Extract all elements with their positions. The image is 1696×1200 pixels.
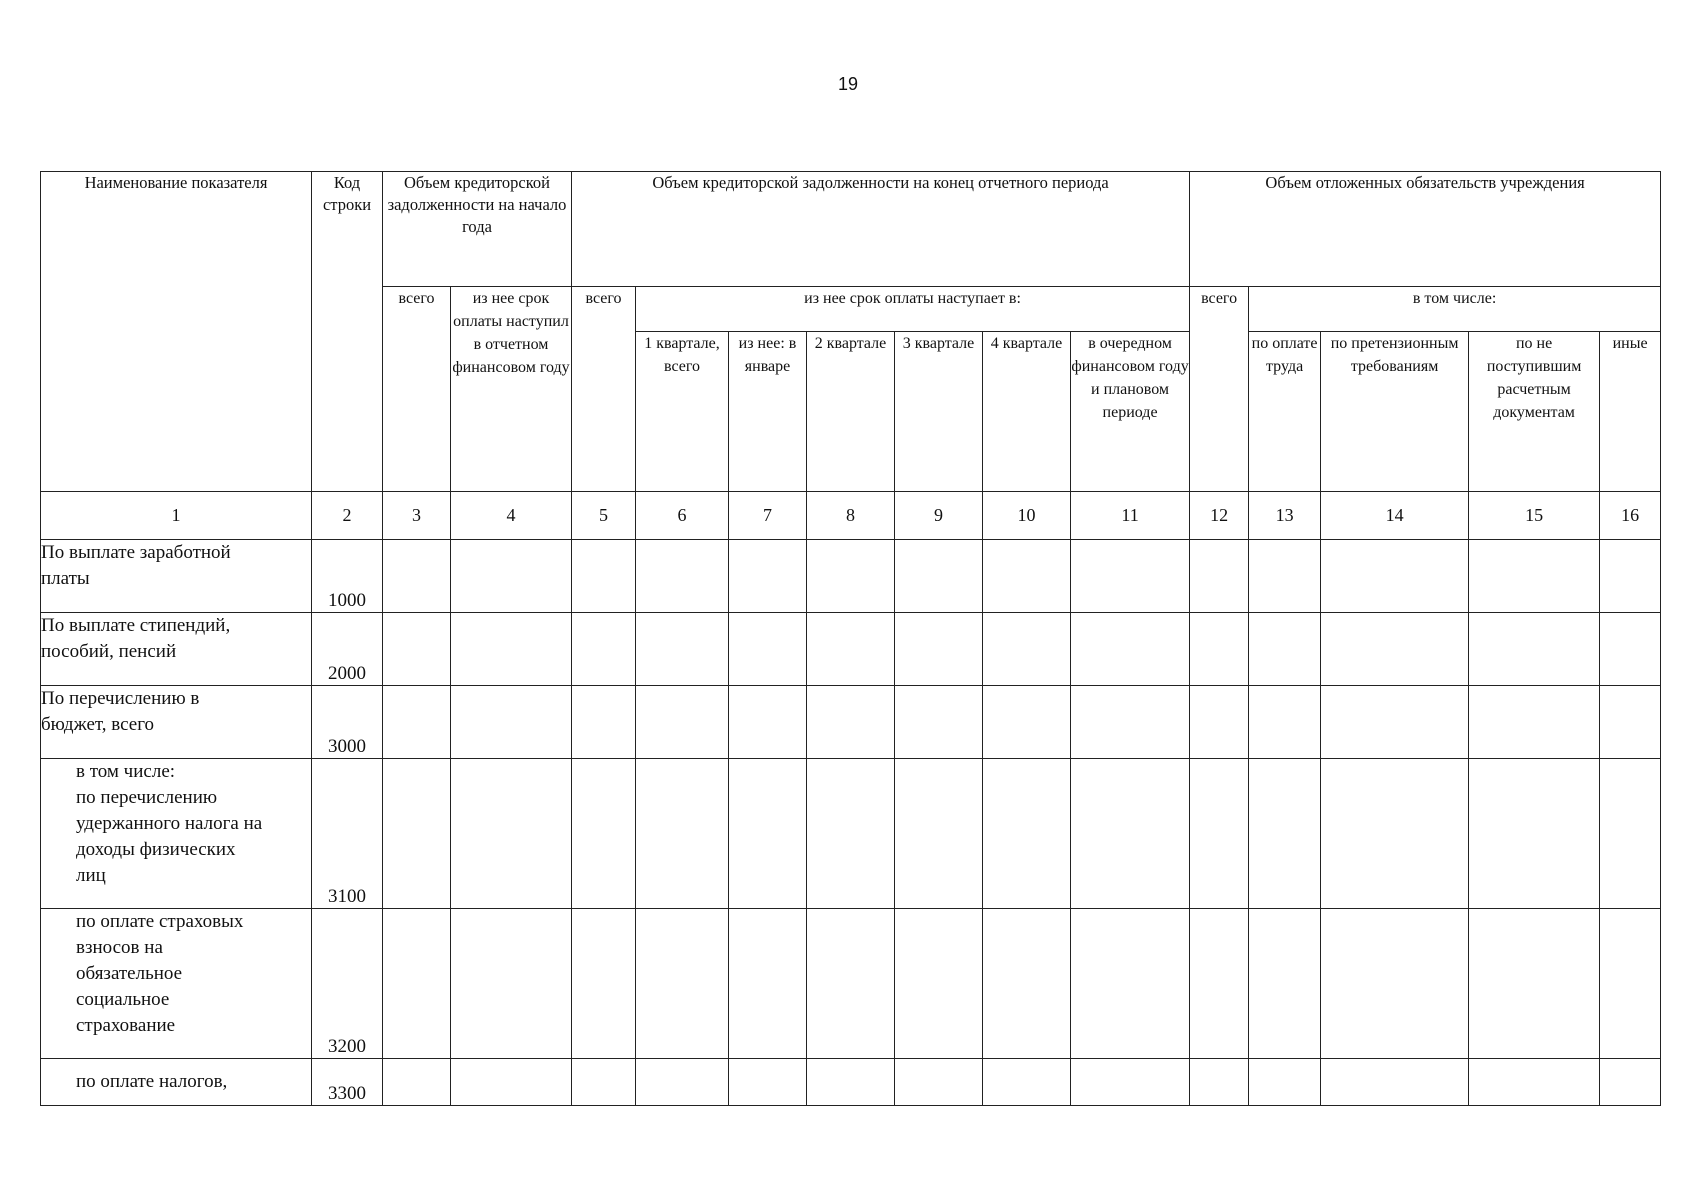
data-cell xyxy=(572,540,636,613)
column-number: 10 xyxy=(983,492,1071,540)
row-label xyxy=(41,1059,312,1106)
data-cell xyxy=(636,686,729,759)
data-cell xyxy=(1600,540,1661,613)
data-cell xyxy=(807,1059,895,1106)
data-cell xyxy=(1249,613,1321,686)
header-end-due-in: из нее срок оплаты наступает в: xyxy=(636,287,1190,332)
data-cell xyxy=(1321,613,1469,686)
data-cell xyxy=(1321,686,1469,759)
column-number: 9 xyxy=(895,492,983,540)
column-number: 12 xyxy=(1190,492,1249,540)
header-deferred-wages: по оплате труда xyxy=(1249,332,1321,492)
data-cell xyxy=(1071,909,1190,1059)
data-cell xyxy=(636,759,729,909)
data-cell xyxy=(1469,1059,1600,1106)
row-code: 3100 xyxy=(312,759,383,909)
header-end-total: всего xyxy=(572,287,636,492)
row-label-line: По перечислению в xyxy=(41,688,200,709)
data-cell xyxy=(1071,613,1190,686)
header-q4: 4 квартале xyxy=(983,332,1071,492)
data-cell xyxy=(1321,1059,1469,1106)
data-cell xyxy=(1469,909,1600,1059)
page-number: 19 xyxy=(837,74,859,94)
data-cell xyxy=(572,1059,636,1106)
data-cell xyxy=(1600,759,1661,909)
data-cell xyxy=(983,686,1071,759)
header-deferred-claims: по претензионным требованиям xyxy=(1321,332,1469,492)
table-row xyxy=(41,759,1661,909)
data-cell xyxy=(1469,613,1600,686)
data-cell xyxy=(895,540,983,613)
data-cell xyxy=(807,686,895,759)
table-row xyxy=(41,909,1661,1059)
row-code: 2000 xyxy=(312,613,383,686)
table-row xyxy=(41,540,1661,613)
header-q1: 1 квартале, всего xyxy=(636,332,729,492)
data-cell xyxy=(1190,540,1249,613)
data-cell xyxy=(983,759,1071,909)
data-cell xyxy=(1249,1059,1321,1106)
header-q3: 3 квартале xyxy=(895,332,983,492)
data-cell xyxy=(451,759,572,909)
data-cell xyxy=(983,613,1071,686)
data-cell xyxy=(895,1059,983,1106)
data-cell xyxy=(983,540,1071,613)
row-code: 3000 xyxy=(312,686,383,759)
column-number: 8 xyxy=(807,492,895,540)
column-number: 5 xyxy=(572,492,636,540)
data-cell xyxy=(1469,686,1600,759)
row-label xyxy=(41,759,312,909)
row-label-line: по оплате налогов, xyxy=(76,1071,228,1092)
data-cell xyxy=(807,540,895,613)
header-q1-jan: из нее: в январе xyxy=(729,332,807,492)
row-label-line: в том числе: xyxy=(76,761,176,782)
column-number: 16 xyxy=(1600,492,1661,540)
column-number: 11 xyxy=(1071,492,1190,540)
column-number: 13 xyxy=(1249,492,1321,540)
data-cell xyxy=(1249,759,1321,909)
data-cell xyxy=(1190,686,1249,759)
data-cell xyxy=(383,613,451,686)
data-cell xyxy=(1071,540,1190,613)
data-cell xyxy=(1190,1059,1249,1106)
row-code: 3200 xyxy=(312,909,383,1059)
header-q2: 2 квартале xyxy=(807,332,895,492)
data-cell xyxy=(1249,686,1321,759)
data-cell xyxy=(636,909,729,1059)
row-label-line: По выплате стипендий, xyxy=(41,615,231,636)
data-cell xyxy=(729,759,807,909)
data-cell xyxy=(636,1059,729,1106)
data-cell xyxy=(572,759,636,909)
row-label-line: по перечислению xyxy=(76,787,218,808)
row-label-line: страхование xyxy=(76,1015,176,1036)
row-label xyxy=(41,613,312,686)
column-number: 2 xyxy=(312,492,383,540)
column-number: 3 xyxy=(383,492,451,540)
row-label-line: по оплате страховых xyxy=(76,911,244,932)
data-cell xyxy=(1321,540,1469,613)
row-label-line: обязательное xyxy=(76,963,183,984)
row-label-line: удержанного налога на xyxy=(76,813,263,834)
data-cell xyxy=(895,759,983,909)
row-label-line: социальное xyxy=(76,989,170,1010)
data-cell xyxy=(1071,1059,1190,1106)
data-cell xyxy=(383,1059,451,1106)
data-cell xyxy=(572,686,636,759)
data-cell xyxy=(895,613,983,686)
data-cell xyxy=(451,686,572,759)
data-cell xyxy=(451,909,572,1059)
header-start-total: всего xyxy=(383,287,451,492)
data-cell xyxy=(636,540,729,613)
data-cell xyxy=(451,613,572,686)
header-start-due: из нее срок оплаты наступил в отчетном финансовом году xyxy=(451,287,572,492)
data-cell xyxy=(451,1059,572,1106)
header-deferred: Объем отложенных обязательств учреждения xyxy=(1190,172,1661,287)
table-row xyxy=(41,1059,1661,1106)
table-row xyxy=(41,613,1661,686)
column-number: 15 xyxy=(1469,492,1600,540)
data-cell xyxy=(729,1059,807,1106)
column-number-row xyxy=(41,492,1661,540)
header-next-year: в очередном финансовом году и плановом периоде xyxy=(1071,332,1190,492)
header-end-volume: Объем кредиторской задолженности на конец отчетного периода xyxy=(572,172,1190,287)
data-cell xyxy=(1071,686,1190,759)
data-cell xyxy=(807,909,895,1059)
data-cell xyxy=(1190,909,1249,1059)
column-number: 1 xyxy=(41,492,312,540)
row-code: 3300 xyxy=(312,1059,383,1106)
table-row xyxy=(41,686,1661,759)
column-number: 7 xyxy=(729,492,807,540)
row-label-line: бюджет, всего xyxy=(41,714,155,735)
row-code: 1000 xyxy=(312,540,383,613)
header-name: Наименование показателя xyxy=(41,172,312,492)
header-deferred-docs: по не поступившим расчетным документам xyxy=(1469,332,1600,492)
data-cell xyxy=(1600,613,1661,686)
data-cell xyxy=(1071,759,1190,909)
row-label-line: доходы физических xyxy=(76,839,236,860)
row-label-line: платы xyxy=(41,568,90,589)
data-cell xyxy=(729,613,807,686)
data-cell xyxy=(451,540,572,613)
row-label-line: пособий, пенсий xyxy=(41,641,177,662)
data-cell xyxy=(1190,759,1249,909)
data-cell xyxy=(807,613,895,686)
data-cell xyxy=(572,613,636,686)
data-cell xyxy=(1600,909,1661,1059)
column-number: 6 xyxy=(636,492,729,540)
data-cell xyxy=(383,759,451,909)
data-cell xyxy=(983,909,1071,1059)
data-cell xyxy=(895,686,983,759)
row-label-line: взносов на xyxy=(76,937,163,958)
data-cell xyxy=(572,909,636,1059)
data-cell xyxy=(1190,613,1249,686)
data-cell xyxy=(1469,540,1600,613)
data-cell xyxy=(983,1059,1071,1106)
data-cell xyxy=(636,613,729,686)
header-start-volume: Объем кредиторской задолженности на начало года xyxy=(383,172,572,287)
data-cell xyxy=(729,540,807,613)
data-cell xyxy=(1249,909,1321,1059)
data-cell xyxy=(1600,686,1661,759)
row-label-line: По выплате заработной xyxy=(41,542,231,563)
data-cell xyxy=(1321,759,1469,909)
row-label-line: лиц xyxy=(76,865,106,886)
row-label xyxy=(41,686,312,759)
data-cell xyxy=(383,909,451,1059)
column-number: 4 xyxy=(451,492,572,540)
data-cell xyxy=(895,909,983,1059)
column-number: 14 xyxy=(1321,492,1469,540)
data-cell xyxy=(383,540,451,613)
header-code: Код строки xyxy=(312,172,383,492)
data-cell xyxy=(729,909,807,1059)
data-cell xyxy=(1321,909,1469,1059)
data-cell xyxy=(729,686,807,759)
header-deferred-other: иные xyxy=(1600,332,1661,492)
payables-report-table xyxy=(40,171,1661,1106)
data-cell xyxy=(383,686,451,759)
header-deferred-total: всего xyxy=(1190,287,1249,492)
data-cell xyxy=(807,759,895,909)
row-label xyxy=(41,909,312,1059)
data-cell xyxy=(1469,759,1600,909)
row-label xyxy=(41,540,312,613)
data-cell xyxy=(1600,1059,1661,1106)
header-deferred-including: в том числе: xyxy=(1249,287,1661,332)
data-cell xyxy=(1249,540,1321,613)
